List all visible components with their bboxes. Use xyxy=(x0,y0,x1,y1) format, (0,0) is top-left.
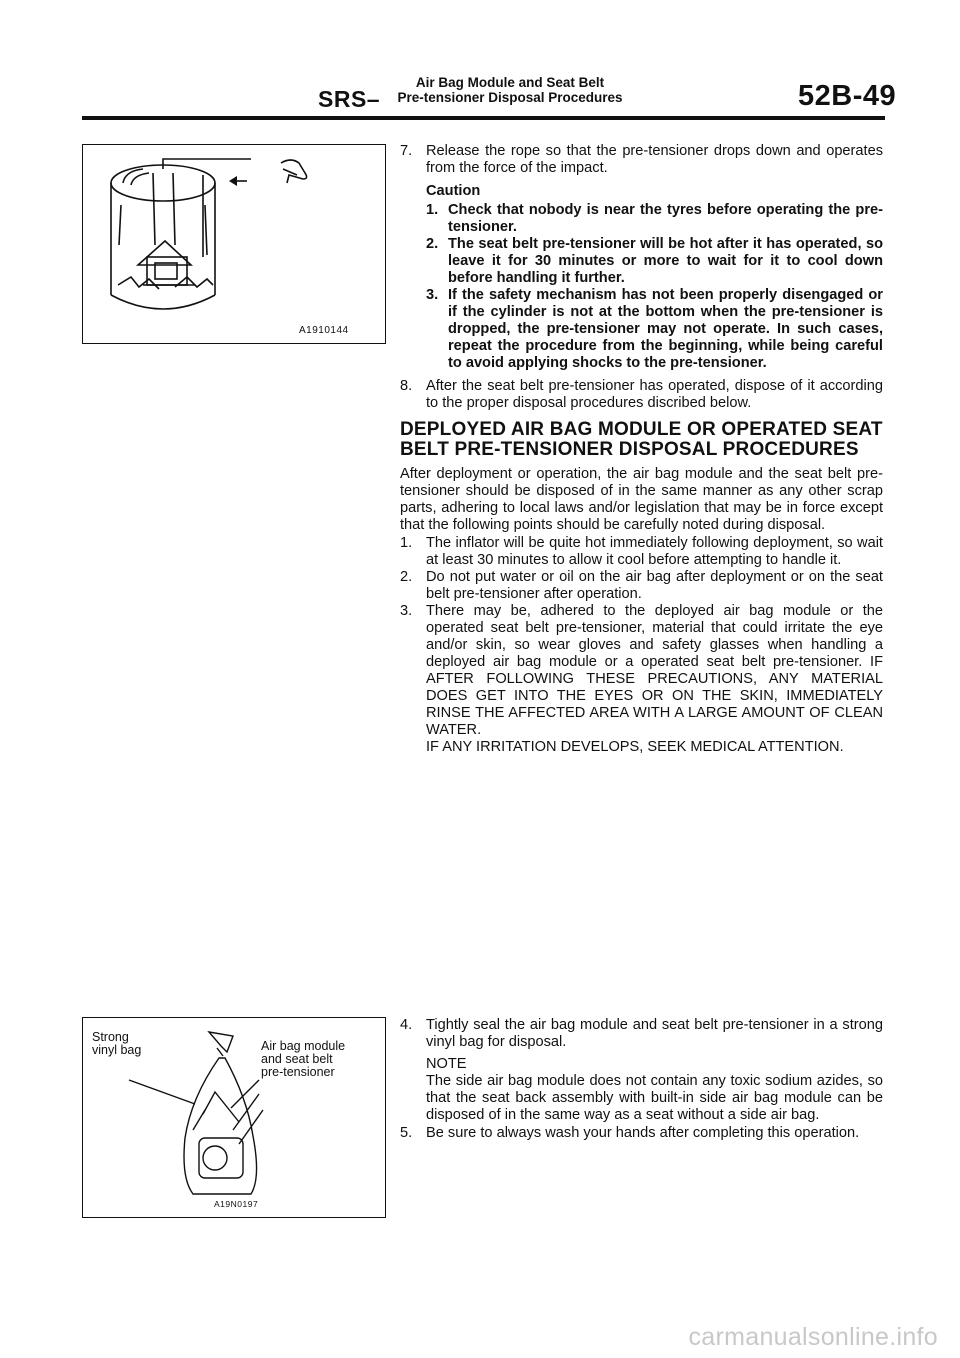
caution-item xyxy=(426,236,883,287)
step-7 xyxy=(400,143,883,177)
step-text: Tightly seal the air bag module and seat belt pre-tensioner in a strong vinyl bag for disposal. xyxy=(426,1017,883,1050)
step-5 xyxy=(400,1125,883,1142)
step-text: After the seat belt pre-tensioner has operated, dispose of it according to the proper disposal procedures discribed below. xyxy=(426,378,883,411)
caution-number: 2. xyxy=(426,236,439,252)
figure1-code: A1910144 xyxy=(299,325,349,336)
step-number: 8. xyxy=(400,378,413,394)
page-code: 52B-49 xyxy=(798,80,897,112)
disposal-text: There may be, adhered to the deployed air bag module or the operated seat belt pre-tensioner, material that could irritate the eye and/or skin, so wear gloves and safety glasses when handling a deployed air bag module or a operated seat belt pre-tensioner. IF AFTER FOLLOWING THESE PRECAUTIONS, ANY MATERIAL DOES GET INTO THE EYES OR ON THE SKIN, IMMEDIATELY RINSE THE AFFECTED AREA WITH A LARGE AMOUNT OF CLEAN WATER. xyxy=(426,603,883,738)
disposal-item xyxy=(400,569,883,603)
disposal-text: Do not put water or oil on the air bag after deployment or on the seat belt pre-tensioner after operation. xyxy=(426,569,883,602)
step-text: Release the rope so that the pre-tensioner drops down and operates from the force of the impact. xyxy=(426,143,883,176)
step-8 xyxy=(400,378,883,412)
caution-number: 1. xyxy=(426,202,439,218)
page-title xyxy=(350,75,670,105)
disposal-text: The inflator will be quite hot immediately following deployment, so wait at least 30 minutes to allow it cool before attempting to handle it. xyxy=(426,535,883,568)
caution-title: Caution xyxy=(426,183,481,199)
figure-vinyl-bag xyxy=(82,1017,386,1218)
step-number: 7. xyxy=(400,143,413,159)
caution-text: Check that nobody is near the tyres before operating the pre-tensioner. xyxy=(448,202,883,235)
caution-item xyxy=(426,202,883,236)
callout-right-line3: pre-tensioner xyxy=(261,1065,335,1079)
note-title: NOTE xyxy=(426,1056,467,1072)
figure-pretensioner-drop xyxy=(82,144,386,344)
watermark: carmanualsonline.info xyxy=(688,1323,938,1351)
section-label: SRS– xyxy=(318,86,381,112)
disposal-body xyxy=(426,603,883,756)
disposal-number: 1. xyxy=(400,535,413,551)
section-heading: DEPLOYED AIR BAG MODULE OR OPERATED SEAT BELT PRE-TENSIONER DISPOSAL PROCEDURES xyxy=(400,419,883,460)
disposal-number: 2. xyxy=(400,569,413,585)
caution-text: The seat belt pre-tensioner will be hot after it has operated, so leave it for 30 minutes or more to wait for it to cool down before handling it further. xyxy=(448,236,883,286)
callout-right-line1: Air bag module xyxy=(261,1039,346,1053)
callout-air-bag-module xyxy=(261,1040,345,1079)
caution-number: 3. xyxy=(426,287,439,303)
text-column-upper xyxy=(400,143,883,756)
disposal-item xyxy=(400,535,883,569)
step-number: 4. xyxy=(400,1017,413,1033)
page-title-line1: Air Bag Module and Seat Belt xyxy=(415,75,605,90)
callout-left-line2: vinyl bag xyxy=(92,1043,142,1057)
text-column-lower xyxy=(400,1017,883,1142)
disposal-item xyxy=(400,603,883,756)
callout-strong-vinyl-bag xyxy=(92,1031,141,1057)
pretensioner-drop-illustration xyxy=(83,145,385,343)
header-rule xyxy=(82,116,885,120)
caution-item xyxy=(426,287,883,372)
step-text: Be sure to always wash your hands after completing this operation. xyxy=(426,1125,860,1141)
step-number: 5. xyxy=(400,1125,413,1141)
disposal-extra: IF ANY IRRITATION DEVELOPS, SEEK MEDICAL ATTENTION. xyxy=(426,739,844,755)
page-title-line2: Pre-tensioner Disposal Procedures xyxy=(397,90,623,105)
figure2-code: A19N0197 xyxy=(214,1199,259,1209)
disposal-number: 3. xyxy=(400,603,413,619)
callout-right-line2: and seat belt xyxy=(261,1052,333,1066)
intro-paragraph: After deployment or operation, the air bag module and the seat belt pre-tensioner should be disposed of in the same manner as any other scrap parts, adhering to local laws and/or legislation that may be in force except that the following points should be carefully noted during disposal. xyxy=(400,466,883,533)
callout-left-line1: Strong xyxy=(92,1030,129,1044)
note-text: The side air bag module does not contain any toxic sodium azides, so that the seat back assembly with built-in side air bag module can be disposed of in the same way as a seat without a side air bag. xyxy=(426,1073,883,1123)
step-4 xyxy=(400,1017,883,1051)
caution-text: If the safety mechanism has not been properly disengaged or if the cylinder is not at the bottom when the pre-tensioner is dropped, the pre-tensioner may not operate. In such cases, repeat the procedure from the beginning, while being careful to avoid applying shocks to the pre-tensioner. xyxy=(448,287,883,371)
